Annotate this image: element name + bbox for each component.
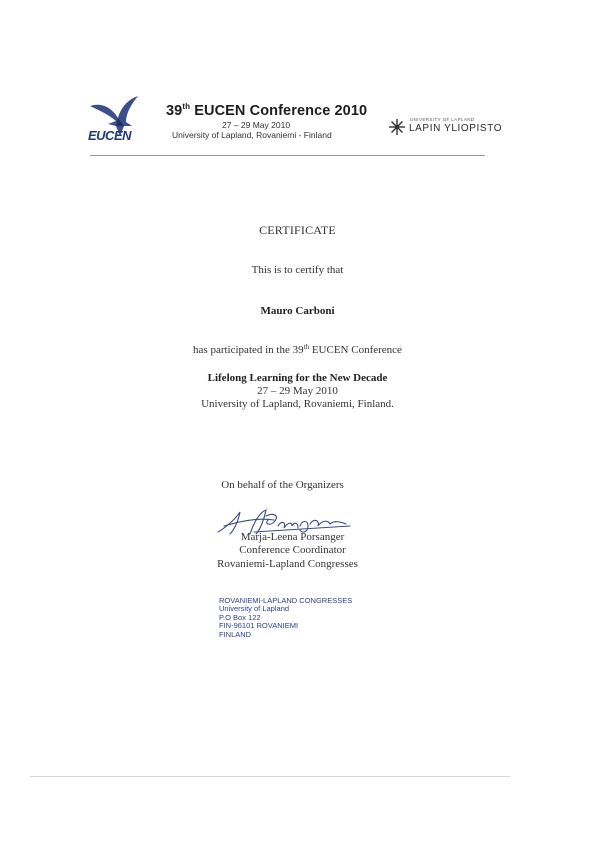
lapland-snowflake-logo-icon [388,118,406,136]
eucen-logo-text: EUCEN [88,128,132,143]
stamp-line: FIN-96101 ROVANIEMI [219,621,299,631]
certificate-heading: CERTIFICATE [259,223,336,237]
lapland-logo-text: LAPIN YLIOPISTO [409,123,503,134]
certificate-dates: 27 – 29 May 2010 [257,385,338,397]
signatory-name: Marja-Leena Porsanger [240,531,345,543]
stamp-line: ROVANIEMI-LAPLAND CONGRESSES [219,596,353,605]
on-behalf-line: On behalf of the Organizers [221,479,344,491]
bottom-divider [30,776,510,777]
recipient-name: Mauro Carboni [260,305,335,317]
header-divider [90,155,485,156]
certificate-place: University of Lapland, Rovaniemi, Finland. [201,398,394,410]
stamp-line: University of Lapland [219,604,290,614]
conference-theme: Lifelong Learning for the New Decade [207,372,388,384]
conference-dates: 27 – 29 May 2010 [222,120,291,130]
conference-title: 39th EUCEN Conference 2010 [166,102,368,119]
organizer-stamp [219,597,352,639]
certify-line: This is to certify that [251,264,344,276]
signatory-role: Conference Coordinator [239,544,346,556]
participation-line: has participated in the 39th EUCEN Conference [193,343,402,356]
conference-place: University of Lapland, Rovaniemi - Finland [172,130,332,140]
lapland-logo-subtext: UNIVERSITY OF LAPLAND [410,117,475,122]
stamp-line: P.O Box 122 [219,612,261,622]
stamp-line: FINLAND [219,629,252,639]
signatory-organization: Rovaniemi-Lapland Congresses [217,558,358,570]
